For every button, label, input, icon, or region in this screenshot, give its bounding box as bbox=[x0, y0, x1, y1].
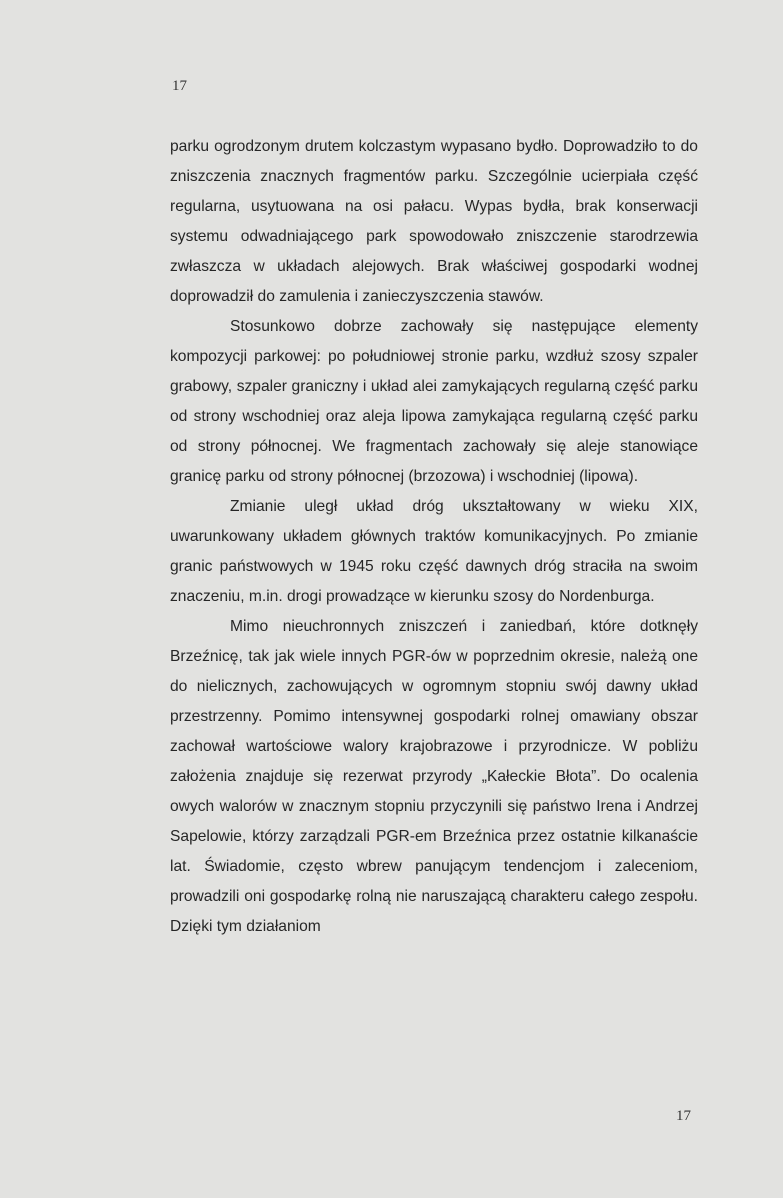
page-number-top: 17 bbox=[172, 78, 187, 94]
paragraph-2: Stosunkowo dobrze zachowały się następujące elementy kompozycji parkowej: po południowej stronie parku, wzdłuż szosy szpaler grabowy, szpaler graniczny i układ alei zamykających regularną część parku od strony wschodniej oraz aleja lipowa zamykająca regularną część parku od strony północnej. We fragmentach zachowały się aleje stanowiące granicę parku od strony północnej (brzozowa) i wschodniej (lipowa). bbox=[170, 318, 698, 485]
paragraph-4: Mimo nieuchronnych zniszczeń i zaniedbań, które dotknęły Brzeźnicę, tak jak wiele innych PGR-ów w poprzednim okresie, należą one do nielicznych, zachowujących w ogromnym stopniu swój dawny układ przestrzenny. Pomimo intensywnej gospodarki rolnej omawiany obszar zachował wartościowe walory krajobrazowe i przyrodnicze. W pobliżu założenia znajduje się rezerwat przyrody „Kałeckie Błota”. Do ocalenia owych walorów w znacznym stopniu przyczynili się państwo Irena i Andrzej Sapelowie, którzy zarządzali PGR-em Brzeźnica przez ostatnie kilkanaście lat. Świadomie, często wbrew panującym tendencjom i zaleceniom, prowadzili oni gospodarkę rolną nie naruszającą charakteru całego zespołu. Dzięki tym działaniom bbox=[170, 618, 698, 935]
paragraph-3: Zmianie uległ układ dróg ukształtowany w wieku XIX, uwarunkowany układem głównych traktów komunikacyjnych. Po zmianie granic państwowych w 1945 roku część dawnych dróg straciła na swoim znaczeniu, m.in. drogi prowadzące w kierunku szosy do Nordenburga. bbox=[170, 498, 698, 605]
page-number-bottom: 17 bbox=[676, 1108, 691, 1124]
paragraph-1: parku ogrodzonym drutem kolczastym wypasano bydło. Doprowadziło to do zniszczenia znacznych fragmentów parku. Szczególnie ucierpiała część regularna, usytuowana na osi pałacu. Wypas bydła, brak konserwacji systemu odwadniającego park spowodowało zniszczenie starodrzewia zwłaszcza w układach alejowych. Brak właściwej gospodarki wodnej doprowadził do zamulenia i zanieczyszczenia stawów. bbox=[170, 138, 698, 305]
document-body bbox=[170, 132, 698, 942]
